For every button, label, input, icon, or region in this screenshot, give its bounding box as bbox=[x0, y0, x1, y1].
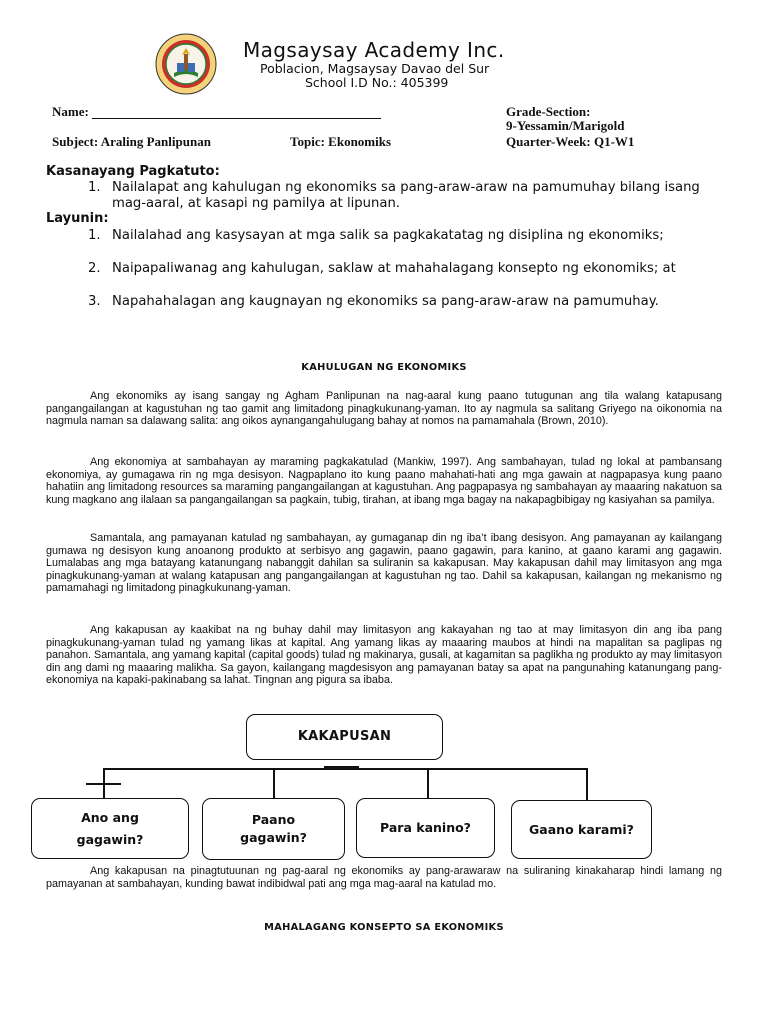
grade-section-label: Grade-Section: bbox=[506, 104, 591, 119]
paragraph: Ang ekonomiks ay isang sangay ng Agham Panlipunan na nag-aaral kung paano tutugunan ang tila walang katapusang pangangailangan at kagustuhan ng tao gamit ang limitadong pinagkukunang-yaman. Ito ay nagmula sa salitang Griyego na oikonomia na nagmula naman sa dalawang salita: ang oikos aynangangahulugang bahay at nomos na pamamahala (Brown, 2010). bbox=[46, 390, 722, 428]
box-line: Gaano karami? bbox=[529, 821, 634, 837]
school-id: School I.D No.: 405399 bbox=[305, 75, 449, 90]
school-name: Magsaysay Academy Inc. bbox=[243, 38, 505, 62]
box-line: Paano bbox=[251, 812, 296, 827]
name-label: Name: bbox=[52, 104, 89, 119]
item-number: 1. bbox=[88, 180, 101, 195]
diagram-connector bbox=[103, 768, 587, 770]
grade-section-value: 9-Yessamin/Marigold bbox=[506, 118, 625, 133]
diagram-box-ano-ang-gagawin bbox=[31, 798, 189, 859]
layunin-item bbox=[88, 294, 728, 310]
paragraph: Ang kakapusan na pinagtutuunan ng pag-aaral ng ekonomiks ay pang-arawaraw na suliraning kinakaharap hindi lamang ng pamayanan at sambahayan, kunding bawat indibidwal pati ang mga mag-aaral na katulad mo. bbox=[46, 865, 722, 890]
diagram-connector bbox=[427, 768, 429, 799]
school-seal-logo bbox=[155, 33, 217, 95]
diagram-connector bbox=[273, 768, 275, 799]
paragraph: Ang ekonomiya at sambahayan ay maraming pagkakatulad (Mankiw, 1997). Ang sambahayan, tulad ng lokal at pambansang ekonomiya, ay gumagawa rin ng mga desisyon. Nagpaplano ito kung paano mahahati-hati ang mga gawain at nagpapasya kung paano hahatiin ang limitadong resources sa maraming pangangailangan at kagustuhan. Ang pagpapasya ng sambahayan ay maaaring nakatuon sa kung magkano ang ilalaan sa pangangailangan sa pagkain, tubig, tirahan, at ibang mga bagay na nakapagbibigay ng kasiyahan sa pamilya. bbox=[46, 456, 722, 506]
item-number: 1. bbox=[88, 228, 101, 243]
layunin-item bbox=[88, 261, 728, 277]
box-line: gagawin? bbox=[240, 830, 307, 845]
item-text: Nailalahad ang kasysayan at mga salik sa pagkakatatag ng disiplina ng ekonomiks; bbox=[112, 228, 664, 243]
diagram-box-para-kanino bbox=[356, 798, 495, 858]
layunin-heading: Layunin: bbox=[46, 211, 109, 226]
section-title-mahalagang-konsepto: MAHALAGANG KONSEPTO SA EKONOMIKS bbox=[264, 922, 504, 933]
item-number: 2. bbox=[88, 261, 101, 276]
box-line: Ano ang bbox=[81, 809, 139, 825]
item-text: Nailalapat ang kahulugan ng ekonomiks sa pang-araw-araw na pamumuhay bilang isang mag-aaral, at kasapi ng pamilya at lipunan. bbox=[112, 180, 700, 211]
diagram-connector bbox=[86, 783, 121, 785]
section-title-kahulugan: KAHULUGAN NG EKONOMIKS bbox=[301, 362, 467, 373]
layunin-item bbox=[88, 228, 728, 244]
diagram-box-kakapusan: KAKAPUSAN bbox=[246, 714, 443, 760]
item-text: Napahahalagan ang kaugnayan ng ekonomiks sa pang-araw-araw na pamumuhay. bbox=[112, 294, 659, 309]
quarter-week-label: Quarter-Week: Q1-W1 bbox=[506, 134, 635, 149]
box-line: Para kanino? bbox=[380, 820, 471, 835]
paragraph: Samantala, ang pamayanan katulad ng sambahayan, ay gumaganap din ng iba’t ibang desisyon. Ang pamayanan ay kailangang gumawa ng desisyon kung anoanong produkto at serbisyo ang gagawin, paano gagawin, para kanino, at gaano karami ang gagawin. Lumalabas ang mga batayang katanungang nabanggit dahilan sa suliranin sa kakapusan. May kakapusan dahil may limitasyon ang mga pinagkukunang-yaman at walang katapusan ang pangangailangan at kagustuhan ng tao. Dahil sa kakapusan, kailangan ng mekanismo ng pamamahagi ng limitadong pinagkukunang-yaman. bbox=[46, 532, 722, 595]
topic-label: Topic: Ekonomiks bbox=[290, 134, 392, 149]
kasanayang-item bbox=[88, 180, 728, 212]
box-line: gagawin? bbox=[76, 831, 144, 847]
diagram-connector bbox=[586, 768, 588, 801]
diagram-box-gaano-karami bbox=[511, 800, 652, 859]
school-address: Poblacion, Magsaysay Davao del Sur bbox=[260, 61, 490, 76]
item-text: Naipapaliwanag ang kahulugan, saklaw at mahahalagang konsepto ng ekonomiks; at bbox=[112, 261, 676, 276]
diagram-connector bbox=[324, 766, 359, 768]
diagram-box-paano-gagawin bbox=[202, 798, 345, 860]
subject-label: Subject: Araling Panlipunan bbox=[52, 134, 211, 149]
name-field[interactable] bbox=[92, 118, 381, 119]
item-number: 3. bbox=[88, 294, 101, 309]
kasanayang-heading: Kasanayang Pagkatuto: bbox=[46, 164, 220, 179]
paragraph: Ang kakapusan ay kaakibat na ng buhay dahil may limitasyon ang kakayahan ng tao at may limitasyon din ang iba pang pinagkukunang-yaman tulad ng yamang likas at kapital. Ang yamang likas ay maaaring maubos at hindi na mapalitan sa paglipas ng panahon. Samantala, ang yamang kapital (capital goods) tulad ng makinarya, gusali, at kagamitan sa paglikha ng produkto ay may limitasyon din ang dami ng maaaring malikha. Sa gayon, kailangang magdesisyon ang pamayanan batay sa apat na pangunahing katanungang pang-ekonomiya na kapaki-pakinabang sa lahat. Tingnan ang pigura sa ibaba. bbox=[46, 624, 722, 687]
